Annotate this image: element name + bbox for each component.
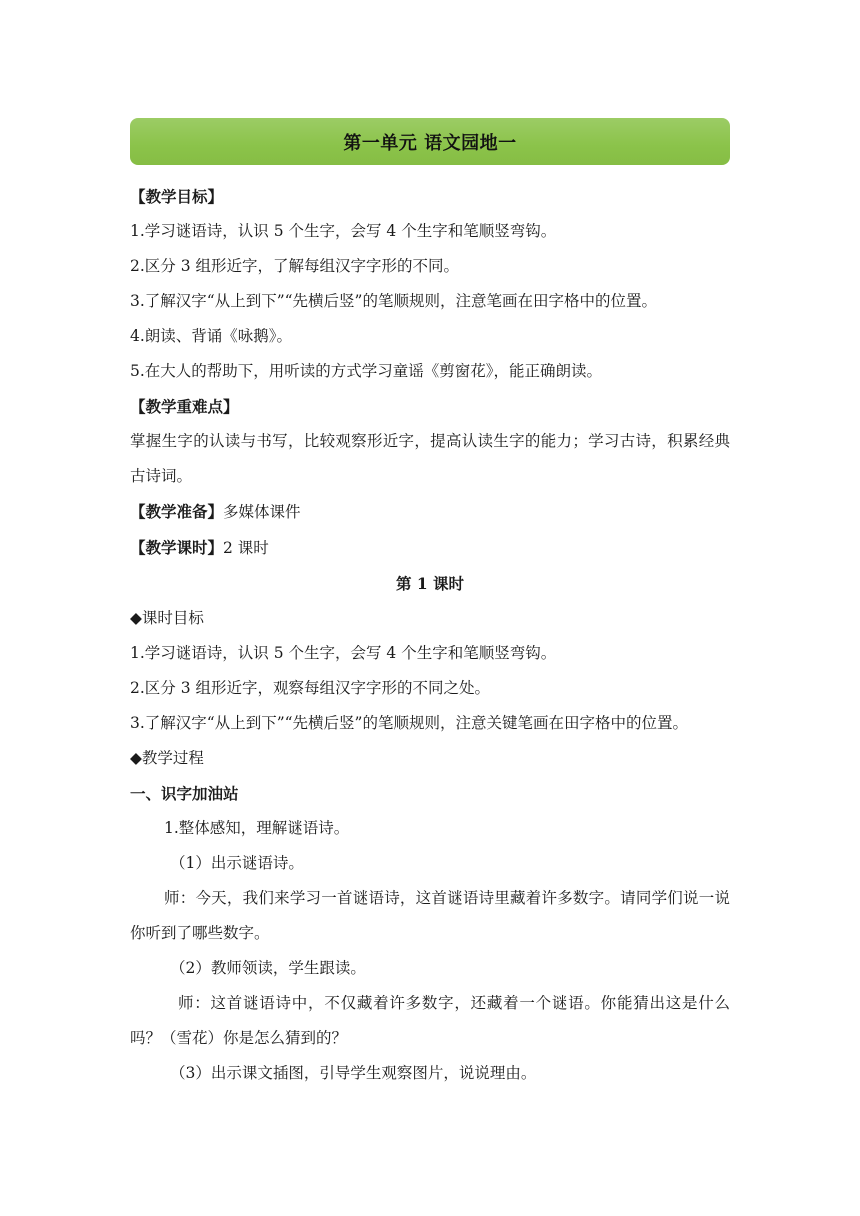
goal-item: 3.了解汉字“从上到下”“先横后竖”的笔顺规则，注意笔画在田字格中的位置。	[130, 292, 657, 310]
lesson-heading: 第 1 课时	[395, 574, 465, 593]
sub-step-2: （2）教师领读，学生跟读。	[170, 959, 366, 977]
lesson-goal-item: 1.学习谜语诗，认识 5 个生字，会写 4 个生字和笔顺竖弯钩。	[130, 644, 557, 662]
lesson-goal-item: 2.区分 3 组形近字，观察每组汉字字形的不同之处。	[130, 679, 491, 697]
goal-item: 5.在大人的帮助下，用听读的方式学习童谣《剪窗花》，能正确朗读。	[130, 362, 603, 380]
page-title: 第一单元 语文园地一	[343, 132, 517, 154]
teacher-line-1: 师：今天，我们来学习一首谜语诗，这首谜语诗里藏着许多数字。请同学们说一说你听到了哪些数字。	[130, 889, 730, 942]
key-points-heading: 【教学重难点】	[130, 397, 239, 416]
lesson-goal-item: 3.了解汉字“从上到下”“先横后竖”的笔顺规则，注意关键笔画在田字格中的位置。	[130, 714, 688, 732]
process-heading: ◆教学过程	[130, 749, 204, 767]
hours-value: 2 课时	[223, 539, 269, 557]
sub-step-3: （3）出示课文插图，引导学生观察图片，说说理由。	[170, 1064, 537, 1082]
sub-step-1: （1）出示谜语诗。	[170, 854, 304, 872]
prep-line	[130, 494, 730, 530]
part1-heading: 一、识字加油站	[130, 784, 239, 803]
prep-value: 多媒体课件	[223, 503, 301, 521]
hours-label: 【教学课时】	[130, 538, 224, 557]
goal-item: 1.学习谜语诗，认识 5 个生字，会写 4 个生字和笔顺竖弯钩。	[130, 222, 557, 240]
goals-heading: 【教学目标】	[130, 187, 224, 206]
title-banner	[130, 118, 730, 165]
hours-line	[130, 530, 730, 566]
step-1: 1.整体感知，理解谜语诗。	[164, 819, 350, 837]
document-page	[130, 118, 730, 1091]
prep-label: 【教学准备】	[130, 502, 224, 521]
lesson-goals-heading: ◆课时目标	[130, 609, 204, 627]
goal-item: 4.朗读、背诵《咏鹅》。	[130, 327, 293, 345]
goal-item: 2.区分 3 组形近字，了解每组汉字字形的不同。	[130, 257, 460, 275]
key-points-text: 掌握生字的认读与书写，比较观察形近字，提高认读生字的能力；学习古诗，积累经典古诗词。	[130, 432, 730, 485]
teacher-line-2: 师：这首谜语诗中，不仅藏着许多数字，还藏着一个谜语。你能猜出这是什么吗？（雪花）你是怎么猜到的？	[130, 994, 730, 1047]
